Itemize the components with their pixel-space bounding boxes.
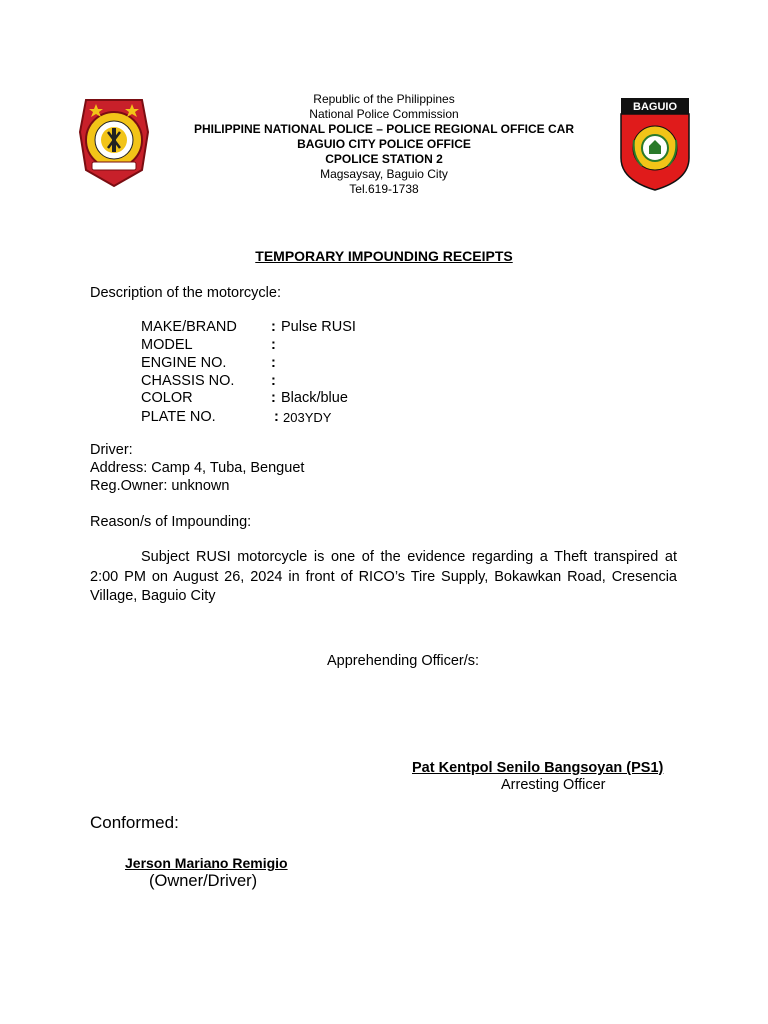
description-label: Description of the motorcycle:: [90, 285, 281, 301]
letterhead: [150, 92, 618, 197]
officer-name: Pat Kentpol Senilo Bangsoyan (PS1): [412, 760, 664, 776]
owner-name: Jerson Mariano Remigio: [125, 855, 288, 871]
baguio-police-logo: [618, 96, 692, 192]
conformed-label: Conformed:: [90, 813, 179, 832]
field-label: ENGINE NO.: [141, 355, 227, 371]
driver-line: Driver:: [90, 442, 133, 458]
field-label: MODEL: [141, 337, 193, 353]
reg-owner-line: Reg.Owner: unknown: [90, 478, 230, 494]
field-colon: :: [274, 409, 279, 425]
baguio-banner-text: BAGUIO: [633, 101, 677, 113]
field-colon: :: [271, 319, 276, 335]
field-colon: :: [271, 390, 276, 406]
field-label: PLATE NO.: [141, 409, 216, 425]
field-make-brand: [141, 319, 441, 337]
field-engine-no: [141, 355, 441, 373]
header-republic: Republic of the Philippines: [313, 92, 455, 106]
field-chassis-no: [141, 373, 441, 391]
address-line: Address: Camp 4, Tuba, Benguet: [90, 460, 305, 476]
field-value: 203YDY: [283, 410, 332, 425]
header-napolcom: National Police Commission: [309, 107, 459, 121]
document-title: TEMPORARY IMPOUNDING RECEIPTS: [255, 248, 513, 264]
header-address: Magsaysay, Baguio City: [320, 167, 448, 181]
field-model: [141, 337, 441, 355]
reason-paragraph: Subject RUSI motorcycle is one of the evidence regarding a Theft transpired at 2:00 PM on August 26, 2024 in front of RICO’s Tire Supply, Bokawkan Road, Cresencia Village, Baguio City: [90, 549, 677, 604]
field-label: CHASSIS NO.: [141, 373, 235, 389]
owner-role: (Owner/Driver): [149, 872, 258, 890]
field-colon: :: [271, 337, 276, 353]
field-plate-no: [141, 409, 441, 427]
header-tel: Tel.619-1738: [349, 182, 419, 196]
header-pnp: PHILIPPINE NATIONAL POLICE – POLICE REGIONAL OFFICE CAR: [193, 122, 575, 136]
field-label: MAKE/BRAND: [141, 319, 237, 335]
field-value: Black/blue: [281, 390, 348, 406]
field-color: [141, 390, 441, 408]
apprehending-label: Apprehending Officer/s:: [327, 653, 480, 669]
header-bcpo: BAGUIO CITY POLICE OFFICE: [297, 137, 471, 151]
field-value: Pulse RUSI: [281, 319, 356, 335]
field-colon: :: [271, 355, 276, 371]
field-label: COLOR: [141, 390, 193, 406]
officer-role: Arresting Officer: [501, 777, 606, 793]
pnp-seal-logo: [76, 92, 152, 188]
field-colon: :: [271, 373, 276, 389]
reason-label: Reason/s of Impounding:: [90, 514, 252, 530]
header-station: CPOLICE STATION 2: [325, 152, 443, 166]
